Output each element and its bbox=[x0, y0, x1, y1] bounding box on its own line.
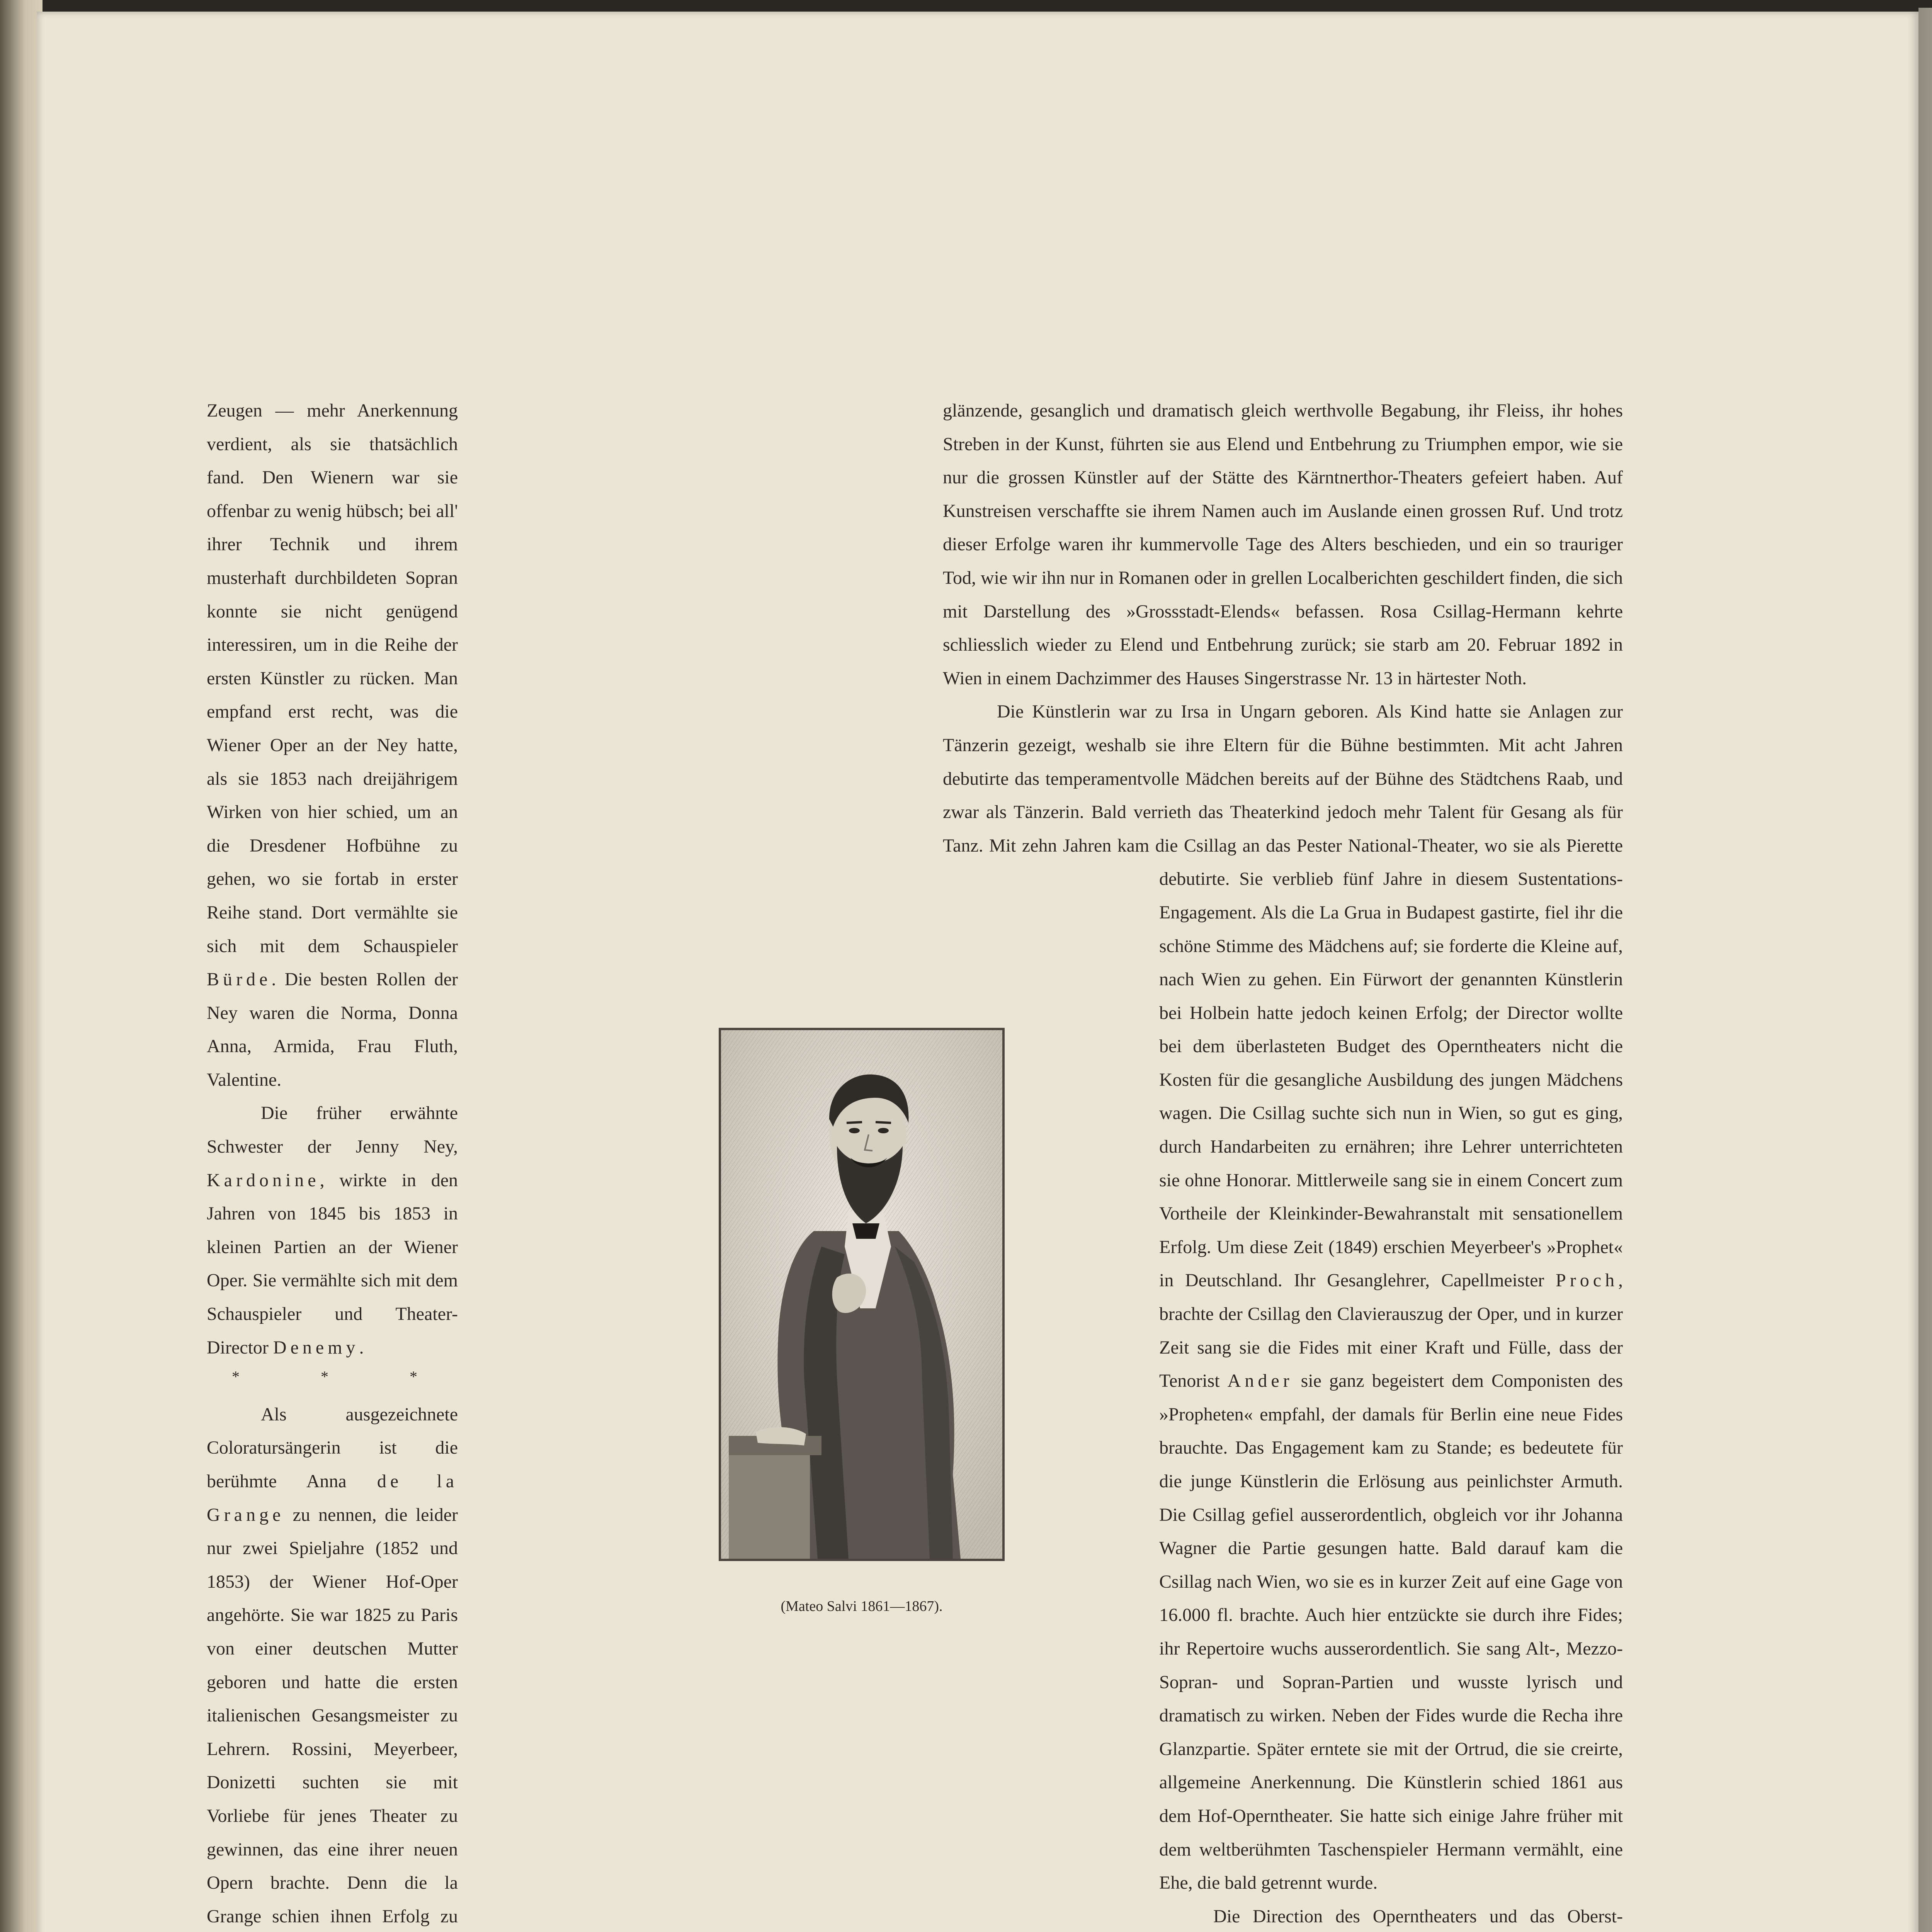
left-page-edge bbox=[0, 0, 43, 1932]
section-divider: * * * bbox=[232, 1368, 456, 1386]
paragraph: Die Direction des Operntheaters und das Oberst- bbox=[1213, 1906, 1623, 1927]
paragraph: Zeugen — mehr Anerkennung verdient, als sie thatsächlich fand. Den Wienern war sie offenbar zu wenig hübsch; bei all' ihrer Technik und ihrem musterhaft durchbildeten Sopran konnte sie nicht genügend interessiren, um in die Reihe der ersten Künstler zu rücken. Man empfand erst recht, was die Wiener Oper an der Ney hatte, als sie 1853 nach dreijährigem Wirken von hier schied, um an die Dresdener Hofbühne zu gehen, wo sie fortab in erster Reihe stand. Dort vermählte sie sich mit dem Schauspieler Bürde. Die besten Rollen der Ney waren die Norma, Donna Anna, Armida, Frau Fluth, Valentine. bbox=[207, 400, 458, 1090]
paragraph: Die Künstlerin war zu Irsa in Ungarn geboren. Als Kind hatte sie Anlagen zur Tänzerin gezeigt, weshalb sie ihre Eltern für die Bühne bestimmten. Mit acht Jahren debutirte das temperamentvolle Mädchen bereits auf der Bühne des Städtchens Raab, und zwar als Tänzerin. Bald verrieth das Theaterkind jedoch mehr Talent für Gesang als für Tanz. Mit zehn Jahren kam die Csillag an das Pester National-Theater, wo sie als Pierette debutirte. Sie verblieb fünf Jahre in diesem Sustentations-Engagement. Als die La Grua in Budapest gastirte, fiel ihr die schöne Stimme des Mädchens auf; sie forderte die Kleine auf, nach Wien zu gehen. Ein Fürwort der genannten Künstlerin bei Holbein hatte jedoch keinen Erfolg; der Director wollte bei dem überlasteten Budget des Operntheaters nicht die Kosten für die gesangliche Ausbildung des jungen Mädchens wagen. Die Csillag suchte sich nun in Wien, so gut es ging, durch Handarbeiten zu ernähren; ihre Lehrer unterrichteten sie ohne Honorar. Mittlerweile sang sie in einem Concert zum Vortheile der Kleinkinder-Bewahranstalt mit sensationellem Erfolg. Um diese Zeit (1849) erschien Meyerbeer's »Prophet« in Deutschland. Ihr Gesanglehrer, Capellmeister Proch, brachte der Csillag den Clavierauszug der Oper, und in kurzer Zeit sang sie die Fides mit einer Kraft und Fülle, dass der Tenorist Ander sie ganz begeistert dem Componisten des »Propheten« empfahl, der damals für Berlin eine neue Fides brauchte. Das Engagement kam zu Stande; es bedeutete für die junge Künstlerin die Erlösung aus peinlichster Armuth. Die Csillag gefiel ausserordentlich, obgleich vor ihr Johanna Wagner die Partie gesungen hatte. Bald darauf kam die Csillag nach Wien, wo sie es in kurzer Zeit auf eine Gage von 16.000 fl. brachte. Auch hier entzückte sie durch ihre Fides; ihr Repertoire wuchs ausserordentlich. Sie sang Alt-, Mezzo-Sopran- und Sopran-Partien und wusste lyrisch und dramatisch zu wirken. Neben der Fides wurde die Recha ihre Glanzpartie. Später erntete sie mit der Ortrud, die sie creirte, allgemeine Anerkennung. Die Künstlerin schied 1861 aus dem Hof-Operntheater. Sie hatte sich einige Jahre früher mit dem weltberühmten Taschenspieler Hermann vermählt, eine Ehe, die bald getrennt wurde. bbox=[943, 701, 1623, 1893]
paragraph: Die früher erwähnte Schwester der Jenny Ney, Kardonine, wirkte in den Jahren von 1845 bis 1853 in kleinen Partien an der Wiener Oper. Sie vermählte sich mit dem Schauspieler und Theater-Director Denemy. bbox=[207, 1103, 458, 1358]
paragraph: glänzende, gesanglich und dramatisch gleich werthvolle Begabung, ihr Fleiss, ihr hohes Streben in der Kunst, führten sie aus Elend und Entbehrung zu Triumphen empor, wie sie nur die grossen Künstler auf der Stätte des Kärntnerthor-Theaters gefeiert haben. Auf Kunstreisen verschaffte sie ihrem Namen auch im Auslande einen grossen Ruf. Und trotz dieser Erfolge waren ihr kummervolle Tage des Alters beschieden, und ein so trauriger Tod, wie wir ihn nur in Romanen oder in grellen Localberichten geschildert finden, die sich mit Darstellung des »Grossstadt-Elends« befassen. Rosa Csillag-Hermann kehrte schliesslich wieder zu Elend und Entbehrung zurück; sie starb am 20. Februar 1892 in Wien in einem Dachzimmer des Hauses Singerstrasse Nr. 13 in härtester Noth. bbox=[943, 400, 1623, 689]
book-cover-edge bbox=[1918, 8, 1932, 1932]
right-text-column bbox=[943, 394, 1623, 1932]
paragraph: Als ausgezeichnete Coloratursängerin ist die berühmte Anna de la Grange zu nennen, die leider nur zwei Spieljahre (1852 und 1853) der Wiener Hof-Oper angehörte. Sie war 1825 zu Paris von einer deutschen Mutter geboren und hatte die ersten italienischen Gesangsmeister zu Lehrern. Rossini, Meyerbeer, Donizetti suchten sie mit Vorliebe für jenes Theater zu gewinnen, das eine ihrer neuen Opern brachte. Denn die la Grange schien ihnen Erfolg zu bbox=[207, 1404, 458, 1927]
portrait-figure bbox=[719, 1028, 1005, 1561]
portrait-frame bbox=[719, 1028, 1005, 1561]
portrait-engraving-icon bbox=[721, 1030, 1002, 1559]
figure-caption: (Mateo Salvi 1861—1867). bbox=[781, 1598, 943, 1614]
